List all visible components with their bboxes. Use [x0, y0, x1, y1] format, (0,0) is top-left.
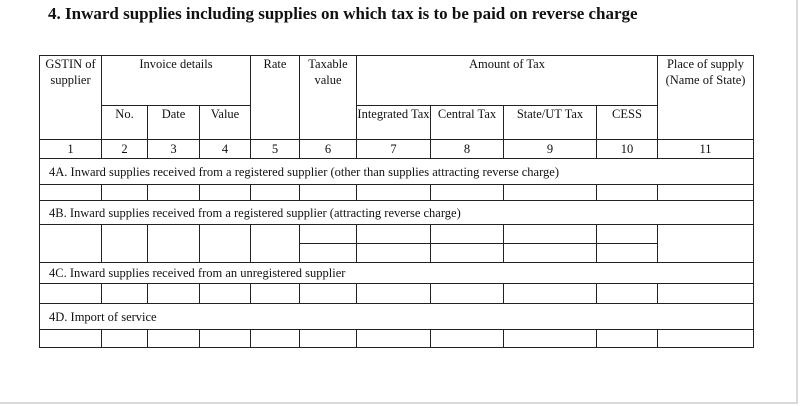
column-number-6: 6	[300, 140, 357, 159]
column-number-4: 4	[200, 140, 251, 159]
column-number-10: 10	[597, 140, 658, 159]
inward-supplies-table	[39, 55, 754, 348]
section-4d-label: 4D. Import of service	[40, 304, 754, 330]
column-number-8: 8	[431, 140, 504, 159]
table-row	[40, 225, 754, 244]
column-number-9: 9	[504, 140, 597, 159]
header-rate: Rate	[251, 56, 300, 140]
column-number-3: 3	[148, 140, 200, 159]
header-central-tax: Central Tax	[431, 106, 504, 140]
header-taxable-value: Taxable value	[300, 56, 357, 140]
header-integrated-tax: Integrated Tax	[357, 106, 431, 140]
header-invoice-details: Invoice details	[102, 56, 251, 106]
table-row	[40, 284, 754, 304]
header-place-of-supply: Place of supply (Name of State)	[658, 56, 754, 140]
section-4b-label: 4B. Inward supplies received from a registered supplier (attracting reverse charge)	[40, 201, 754, 225]
header-amount-of-tax: Amount of Tax	[357, 56, 658, 106]
header-gstin: GSTIN of supplier	[40, 56, 102, 140]
section-4a-label: 4A. Inward supplies received from a registered supplier (other than supplies attracting reverse charge)	[40, 159, 754, 185]
column-number-5: 5	[251, 140, 300, 159]
column-number-1: 1	[40, 140, 102, 159]
header-no: No.	[102, 106, 148, 140]
header-state-ut-tax: State/UT Tax	[504, 106, 597, 140]
page-title: 4. Inward supplies including supplies on which tax is to be paid on reverse charge	[48, 4, 638, 23]
header-value: Value	[200, 106, 251, 140]
table-row	[40, 185, 754, 201]
table-row	[40, 330, 754, 348]
column-number-11: 11	[658, 140, 754, 159]
column-number-7: 7	[357, 140, 431, 159]
column-number-2: 2	[102, 140, 148, 159]
header-cess: CESS	[597, 106, 658, 140]
section-4c-label: 4C. Inward supplies received from an unregistered supplier	[40, 263, 754, 284]
header-date: Date	[148, 106, 200, 140]
